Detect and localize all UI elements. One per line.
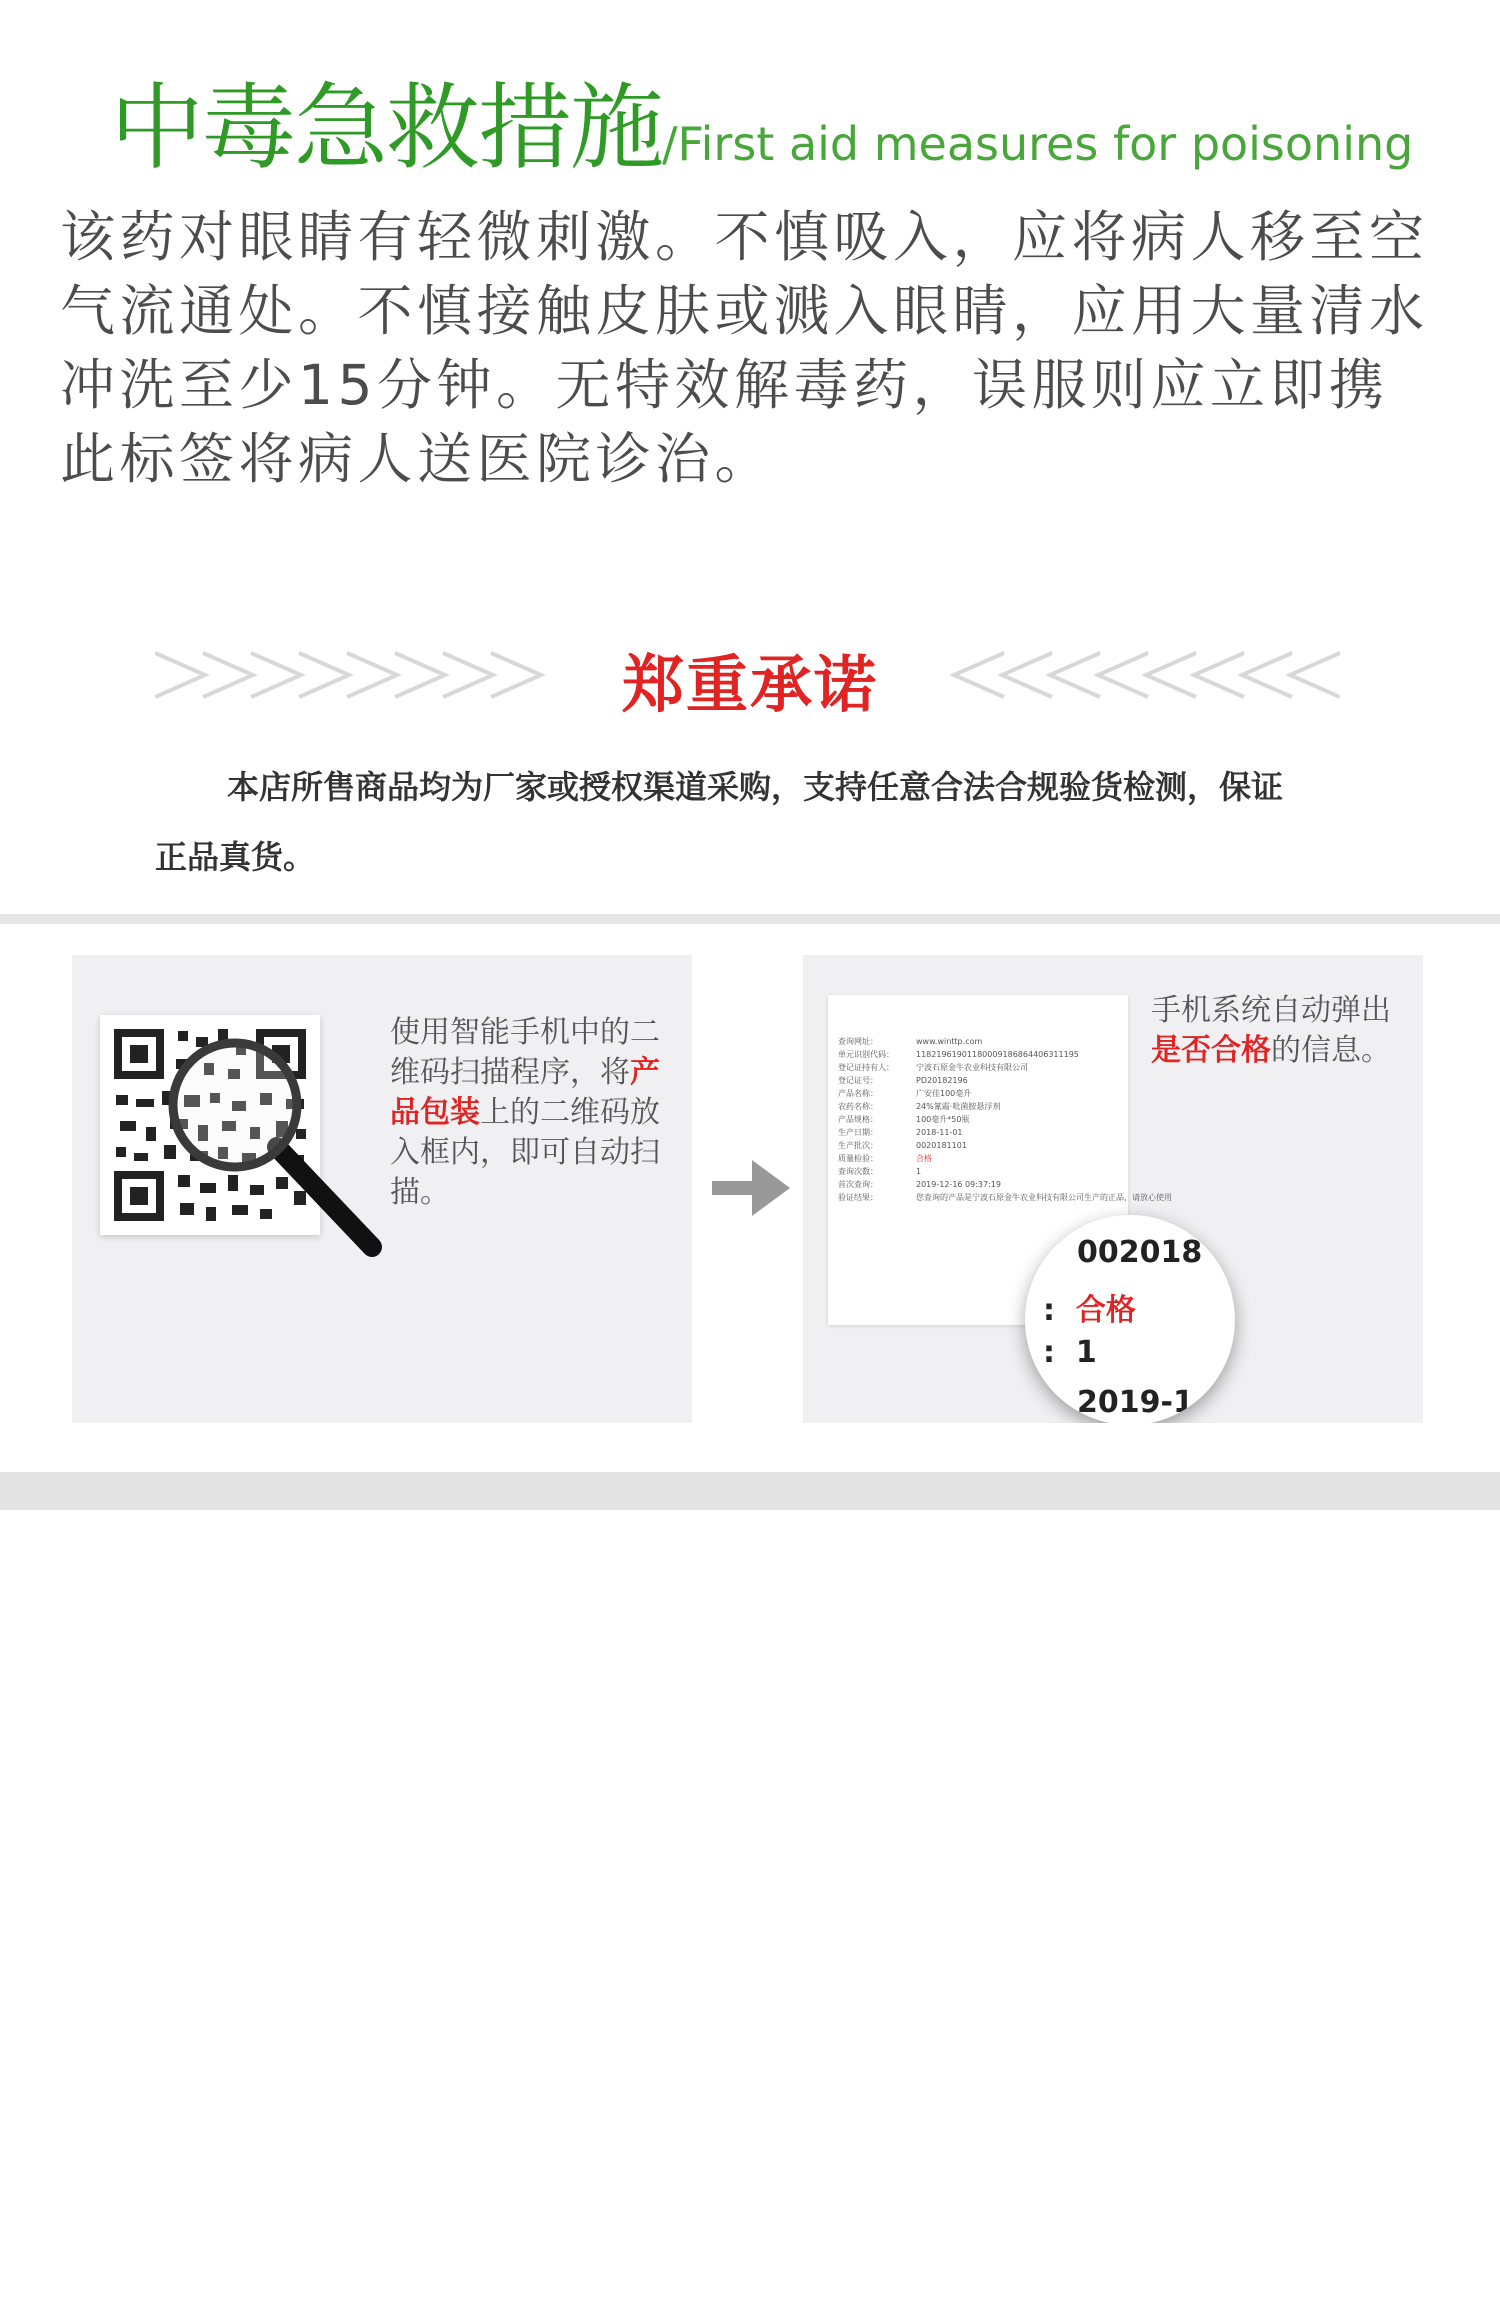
receipt-row-value: 1 (916, 1167, 922, 1176)
receipt-row (838, 1087, 1118, 1100)
receipt-row (838, 1074, 1118, 1087)
magnified-date: 2019-1 (1077, 1385, 1194, 1420)
receipt-row (838, 1126, 1118, 1139)
result-desc-text: 手机系统自动弹出 (1151, 993, 1391, 1028)
magnified-batch: 002018 (1077, 1235, 1203, 1270)
receipt-row-value: 11821961901180009186864406311195 (916, 1050, 1079, 1059)
receipt-row (838, 1165, 1118, 1178)
receipt-row-key: 产品名称： (838, 1089, 878, 1098)
scan-panel (72, 955, 692, 1423)
receipt-row-value: PD20182196 (916, 1076, 968, 1085)
receipt-row-value: 100毫升*50瓶 (916, 1115, 970, 1124)
result-description (1151, 991, 1413, 1071)
receipt-row (838, 1191, 1172, 1204)
receipt-row-key: 查询网址： (838, 1037, 878, 1046)
receipt-row-value: www.winttp.com (916, 1037, 983, 1046)
receipt-row (838, 1048, 1118, 1061)
receipt-row-key: 质量检验： (838, 1154, 878, 1163)
first-aid-title (110, 52, 1450, 183)
receipt-row-key: 农药名称： (838, 1102, 878, 1111)
promise-text: 本店所售商品均为厂家或授权渠道采购，支持任意合法合规验货检测，保证正品真货。 (155, 768, 1284, 876)
receipt-row-key: 验证结果： (838, 1193, 878, 1202)
receipt-row-value: 您查询的产品是宁波石原金牛农业科技有限公司生产的正品，请放心使用 (916, 1193, 1172, 1202)
scan-description (390, 1013, 670, 1213)
magnified-count-row: : 1 (1043, 1335, 1097, 1370)
receipt-row-key: 首次查询： (838, 1180, 878, 1189)
magnified-lens (1025, 1215, 1235, 1423)
receipt-row-key: 登记证持有人： (838, 1063, 894, 1072)
receipt-row-key: 单元识别代码： (838, 1050, 894, 1059)
scan-desc-text: 使用智能手机中的二维码扫描程序，将 (390, 1015, 660, 1090)
receipt-row (838, 1113, 1118, 1126)
first-aid-text: 该药对眼睛有轻微刺激。不慎吸入，应将病人移至空气流通处。不慎接触皮肤或溅入眼睛，应用大量清水冲洗至少15分钟。无特效解毒药，误服则应立即携此标签将病人送医院诊治。 (60, 205, 1429, 491)
result-panel (803, 955, 1423, 1423)
receipt-row-key: 查询次数： (838, 1167, 878, 1176)
receipt-row-key: 生产日期： (838, 1128, 878, 1137)
receipt-row-value: 0020181101 (916, 1141, 967, 1150)
receipt-row (838, 1100, 1118, 1113)
receipt-row-value: 2018-11-01 (916, 1128, 963, 1137)
scan-desc-highlight: 产品包装 (390, 1055, 660, 1130)
receipt-row-value: 24%氰霜·吡菌胺悬浮剂 (916, 1102, 1001, 1111)
promise-title: 郑重承诺 (621, 648, 878, 721)
magnified-quality-row: : 合格 (1043, 1293, 1136, 1328)
chevrons-left-decoration (930, 645, 1340, 705)
receipt-row (838, 1061, 1118, 1074)
receipt-row-value: 广安佳100毫升 (916, 1089, 972, 1098)
receipt-row (838, 1178, 1118, 1191)
receipt-row-key: 生产批次： (838, 1141, 878, 1150)
bottom-band (0, 1472, 1500, 1510)
magnifier-icon (157, 1027, 407, 1287)
divider (0, 914, 1500, 924)
magnified-count: 1 (1075, 1335, 1097, 1370)
receipt-row (838, 1035, 1118, 1048)
receipt-row-value: 2019-12-16 09:37:19 (916, 1180, 1001, 1189)
result-desc-text-end: 的信息。 (1271, 1033, 1391, 1068)
receipt-row-key: 登记证号： (838, 1076, 878, 1085)
receipt-row-key: 产品规格： (838, 1115, 878, 1124)
first-aid-title-cn: 中毒急救措施 (110, 74, 663, 183)
receipt-row-value: 合格 (916, 1154, 932, 1163)
arrow-right-icon (712, 1160, 790, 1216)
receipt-row-value: 宁波石原金牛农业科技有限公司 (916, 1063, 1028, 1072)
result-desc-highlight: 是否合格 (1151, 1033, 1271, 1068)
magnified-quality: 合格 (1075, 1293, 1136, 1328)
first-aid-title-en: /First aid measures for poisoning (662, 117, 1414, 171)
receipt-row (838, 1139, 1118, 1152)
scan-desc-text-end: 上的二维码放入框内，即可自动扫描。 (390, 1095, 660, 1210)
chevrons-right-decoration (155, 645, 565, 705)
receipt-row (838, 1152, 1118, 1165)
